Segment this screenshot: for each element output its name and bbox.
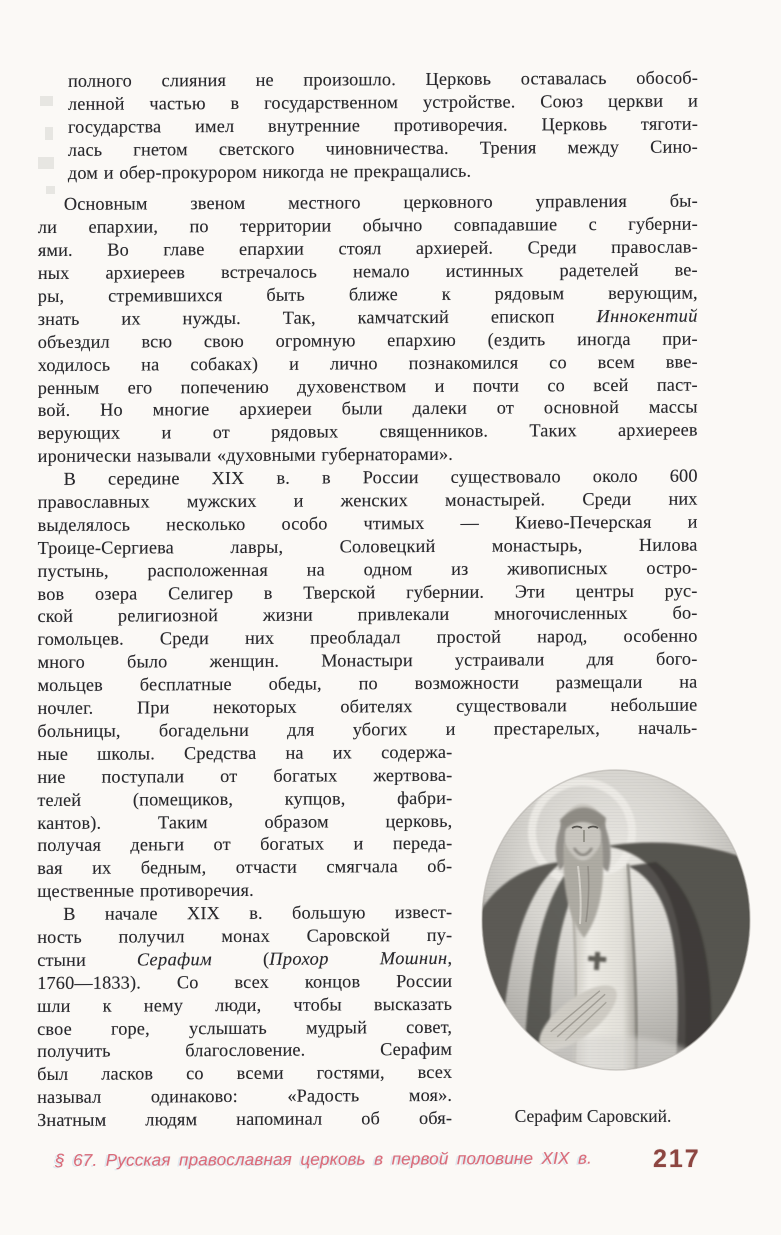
- text-line: ли епархии, по территории обычно совпадавшие с губерни-: [37, 213, 698, 238]
- text-line: ходилось на собаках) и лично познакомился со всем вве-: [37, 351, 698, 375]
- text-line: ями. Во главе епархии стоял архиерей. Среди православ-: [37, 236, 698, 261]
- paragraph: [37, 465, 697, 743]
- portrait-engraving: [478, 766, 754, 1074]
- text-line: получить благословение. Серафим: [37, 1039, 453, 1062]
- text-line: свое горе, услышать мудрый совет,: [37, 1016, 453, 1039]
- text-line: кантов). Таким образом церковь,: [37, 810, 453, 833]
- section-title: § 67. Русская православная церковь в первой половине XIX в.: [55, 1148, 592, 1170]
- text-line: щественные противоречия.: [37, 880, 254, 902]
- text-line: знать их нужды. Так, камчатский епископ Иннокентий: [37, 305, 698, 329]
- text-line: ленной частью в государственном устройстве. Союз церкви и: [67, 90, 698, 114]
- text-line: православных мужских и женских монастырей. Среди них: [37, 488, 698, 513]
- paragraph: [37, 901, 452, 1132]
- portrait-caption: Серафим Саровский.: [514, 1106, 672, 1126]
- text-line: ние поступали от богатых жертвова-: [37, 764, 453, 787]
- text-line: ных архиереев встречалось немало истинных радетелей ве-: [37, 259, 698, 284]
- text-line: стыни Серафим (Прохор Мошнин,: [37, 947, 453, 970]
- serafim-portrait-image: [478, 766, 754, 1074]
- page-number: 217: [653, 1145, 701, 1173]
- text-line: верующих и от рядовых священников. Таких архиереев: [37, 419, 698, 444]
- text-line: ные школы. Средства на их содержа-: [37, 741, 453, 764]
- text-line: был ласков со всеми гостями, всех: [37, 1062, 453, 1085]
- text-line: ночлег. При некоторых обителях существовали небольшие: [37, 694, 698, 719]
- text-line: Троице-Сергиева лавры, Соловецкий монастырь, Нилова: [37, 534, 698, 558]
- page-footer: [55, 1145, 755, 1185]
- text-line: ры, стремившихся быть ближе к рядовым верующим,: [37, 282, 698, 307]
- text-line: больницы, богадельни для убогих и престарелых, началь-: [37, 717, 698, 741]
- text-line: В начале XIX в. большую извест-: [63, 901, 453, 924]
- text-line: Основным звеном местного церковного управления бы-: [63, 190, 698, 215]
- text-line: ность получил монах Саровской пу-: [37, 924, 453, 947]
- paragraph: [68, 67, 698, 185]
- text-line: ской религиозной жизни привлекали многочисленных бо-: [37, 603, 698, 627]
- text-line: получая деньги от богатых и переда-: [37, 833, 453, 856]
- text-line: вов озера Селигер в Тверской губернии. Эти центры рус-: [37, 580, 698, 604]
- text-line: телей (помещиков, купцов, фабри-: [37, 787, 453, 810]
- text-line: пустынь, расположенная на одном из живописных остро-: [37, 557, 698, 581]
- paragraph: [37, 741, 452, 903]
- text-line: государства имел внутренние противоречия. Церковь тяготи-: [67, 113, 698, 137]
- text-line: шли к нему люди, чтобы высказать: [37, 993, 453, 1016]
- text-line: мольцев бесплатные обеды, по возможности размещали на: [37, 671, 698, 696]
- text-line: лась гнетом светского чиновничества. Трения между Сино-: [67, 136, 698, 160]
- text-line: дом и обер-прокурором никогда не прекращались.: [67, 160, 472, 183]
- text-line: вая их бедным, отчасти смягчала об-: [37, 856, 453, 879]
- text-line: называл одинаково: «Радость моя».: [37, 1085, 453, 1108]
- paragraph: [38, 190, 698, 468]
- text-line: ренным его попечению духовенством и почти со всей паст-: [37, 374, 698, 398]
- text-line: гомольцев. Среди них преобладал простой народ, особенно: [37, 625, 698, 650]
- text-line: много было женщин. Монастыри устраивали для бого-: [37, 648, 698, 673]
- text-line: В середине XIX в. в России существовало около 600: [63, 465, 698, 490]
- text-line: вой. Но многие архиереи были далеки от основной массы: [37, 397, 698, 421]
- text-line: полного слияния не произошло. Церковь оставалась обособ-: [67, 67, 698, 91]
- text-line: 1760—1833). Со всех концов России: [37, 970, 453, 993]
- text-line: иронически называли «духовными губернаторами».: [37, 444, 453, 467]
- text-line: объездил всю свою огромную епархию (ездить иногда при-: [37, 328, 698, 352]
- text-line: Знатным людям напоминал об обя-: [37, 1107, 453, 1131]
- text-line: выделялось несколько особо чтимых — Киево-Печерская и: [37, 511, 698, 535]
